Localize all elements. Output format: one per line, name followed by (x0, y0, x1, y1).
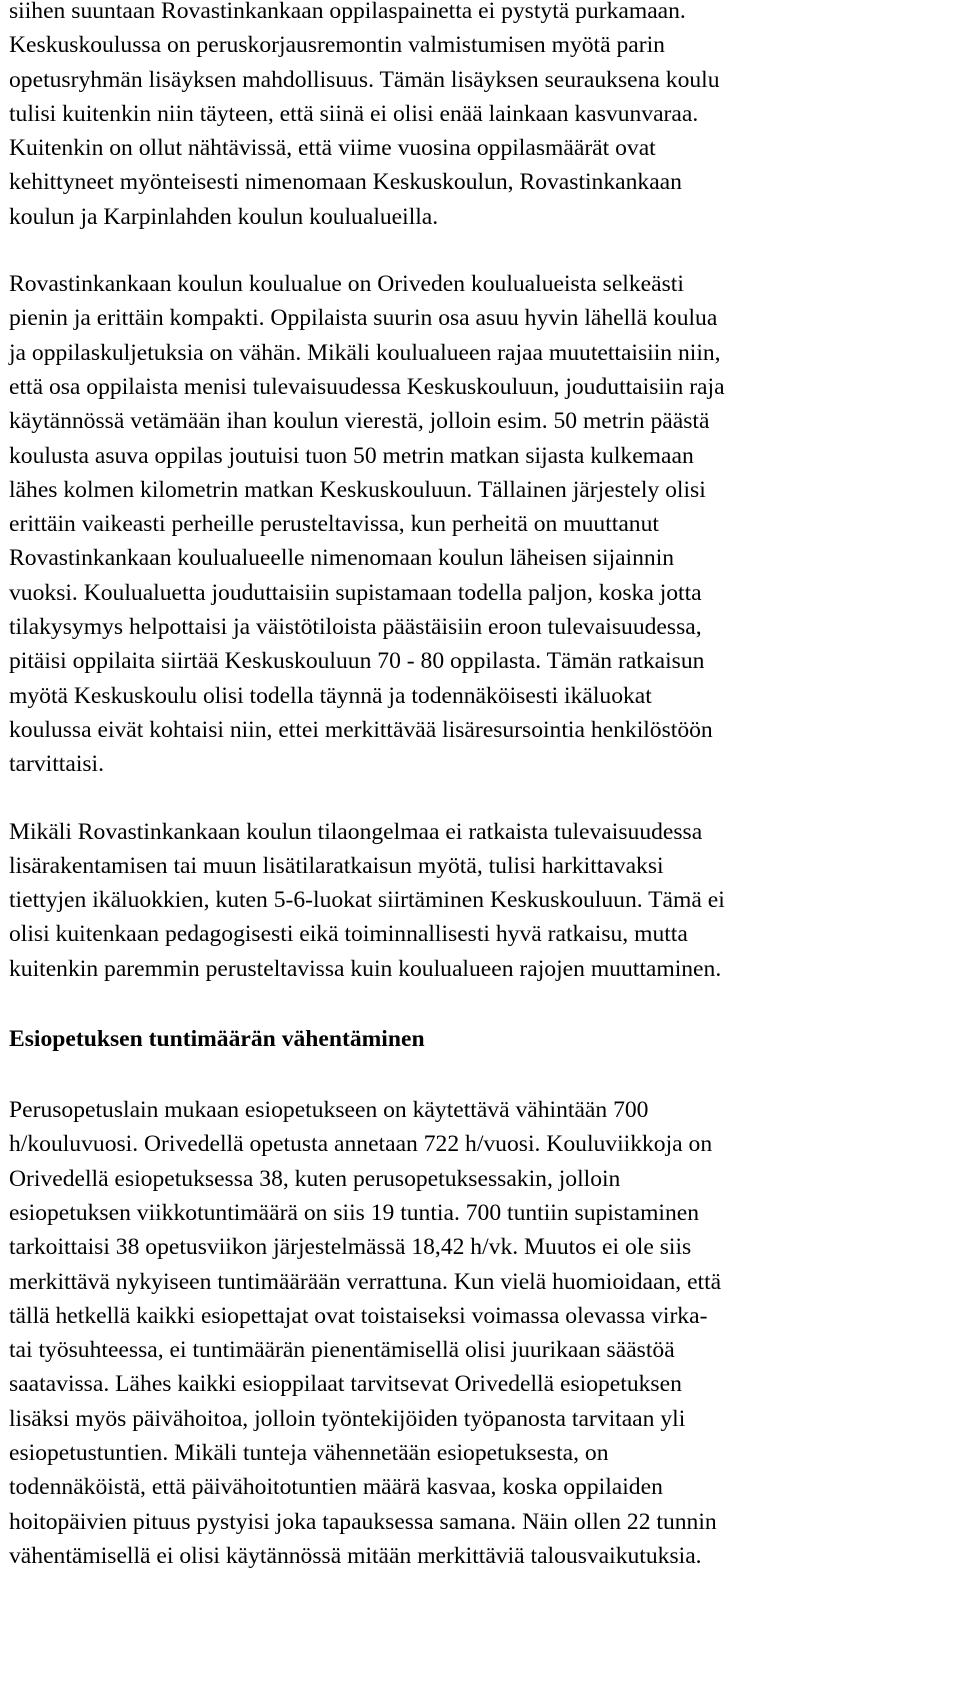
text-line: Rovastinkankaan koulun koulualue on Oriveden koulualueista selkeästi (9, 271, 684, 298)
paragraph-2 (9, 267, 952, 781)
text-line: siihen suuntaan Rovastinkankaan oppilaspainetta ei pystytä purkamaan. (9, 0, 686, 24)
text-line: myötä Keskuskoulu olisi todella täynnä ja todennäköisesti ikäluokat (9, 682, 652, 709)
text-line: että osa oppilaista menisi tulevaisuudessa Keskuskouluun, jouduttaisiin raja (9, 373, 725, 400)
text-line: Kuitenkin on ollut nähtävissä, että viime vuosina oppilasmäärät ovat (9, 135, 656, 162)
text-line: Orivedellä esiopetuksessa 38, kuten perusopetuksessakin, jolloin (9, 1165, 621, 1192)
text-line: Perusopetuslain mukaan esiopetukseen on käytettävä vähintään 700 (9, 1097, 649, 1124)
text-line: koulun ja Karpinlahden koulun koulualueilla. (9, 203, 439, 230)
text-line: tarkoittaisi 38 opetusviikon järjestelmässä 18,42 h/vk. Muutos ei ole siis (9, 1234, 692, 1261)
text-line: esiopetuksen viikkotuntimäärä on siis 19 tuntia. 700 tuntiin supistaminen (9, 1199, 700, 1226)
text-line: käytännössä vetämään ihan koulun vierestä, jolloin esim. 50 metrin päästä (9, 408, 710, 435)
text-line: ja oppilaskuljetuksia on vähän. Mikäli koulualueen rajaa muutettaisiin niin, (9, 339, 721, 366)
text-line: tilakysymys helpottaisi ja väistötiloista päästäisiin eroon tulevaisuudessa, (9, 614, 702, 641)
text-line: todennäköistä, että päivähoitotuntien määrä kasvaa, koska oppilaiden (9, 1474, 663, 1501)
text-line: koulusta asuva oppilas joutuisi tuon 50 metrin matkan sijasta kulkemaan (9, 442, 694, 469)
text-line: h/kouluvuosi. Orivedellä opetusta annetaan 722 h/vuosi. Kouluviikkoja on (9, 1131, 713, 1158)
text-line: kehittyneet myönteisesti nimenomaan Keskuskoulun, Rovastinkankaan (9, 169, 682, 196)
paragraph-3 (9, 815, 952, 986)
section-heading: Esiopetuksen tuntimäärän vähentäminen (9, 1026, 425, 1053)
text-line: tiettyjen ikäluokkien, kuten 5-6-luokat siirtäminen Keskuskouluun. Tämä ei (9, 887, 725, 914)
text-line: lähes kolmen kilometrin matkan Keskuskouluun. Tällainen järjestely olisi (9, 476, 706, 503)
text-line: vähentämisellä ei olisi käytännössä mitään merkittäviä talousvaikutuksia. (9, 1542, 702, 1569)
text-line: kuitenkin paremmin perusteltavissa kuin koulualueen rajojen muuttaminen. (9, 955, 722, 982)
text-line: hoitopäivien pituus pystyisi joka tapauksessa samana. Näin ollen 22 tunnin (9, 1508, 717, 1535)
text-line: koulussa eivät kohtaisi niin, ettei merkittävää lisäresursointia henkilöstöön (9, 716, 713, 743)
text-line: lisäksi myös päivähoitoa, jolloin työntekijöiden työpanosta tarvitaan yli (9, 1405, 686, 1432)
text-line: tarvittaisi. (9, 751, 105, 778)
text-line: tulisi kuitenkin niin täyteen, että siinä ei olisi enää lainkaan kasvunvaraa. (9, 100, 699, 127)
text-line: erittäin vaikeasti perheille perusteltavissa, kun perheitä on muuttanut (9, 511, 659, 538)
text-line: lisärakentamisen tai muun lisätilaratkaisun myötä, tulisi harkittavaksi (9, 852, 664, 879)
text-line: merkittävä nykyiseen tuntimäärään verrattuna. Kun vielä huomioidaan, että (9, 1268, 722, 1295)
text-line: tällä hetkellä kaikki esiopettajat ovat toistaiseksi voimassa olevassa virka- (9, 1302, 708, 1329)
text-line: pienin ja erittäin kompakti. Oppilaista suurin osa asuu hyvin lähellä koulua (9, 305, 718, 332)
text-line: Keskuskoulussa on peruskorjausremontin valmistumisen myötä parin (9, 32, 665, 59)
text-line: Rovastinkankaan koulualueelle nimenomaan koulun läheisen sijainnin (9, 545, 675, 572)
text-line: vuoksi. Koulualuetta jouduttaisiin supistamaan todella paljon, koska jotta (9, 579, 702, 606)
text-line: Mikäli Rovastinkankaan koulun tilaongelmaa ei ratkaista tulevaisuudessa (9, 818, 703, 845)
text-line: olisi kuitenkaan pedagogisesti eikä toiminnallisesti hyvä ratkaisu, mutta (9, 921, 688, 948)
text-line: esiopetustuntien. Mikäli tunteja vähennetään esiopetuksesta, on (9, 1439, 609, 1466)
text-line: saatavissa. Lähes kaikki esioppilaat tarvitsevat Orivedellä esiopetuksen (9, 1371, 682, 1398)
text-line: pitäisi oppilaita siirtää Keskuskouluun 70 - 80 oppilasta. Tämän ratkaisun (9, 648, 705, 675)
text-line: opetusryhmän lisäyksen mahdollisuus. Tämän lisäyksen seurauksena koulu (9, 66, 720, 93)
paragraph-4 (9, 1093, 952, 1573)
text-line: tai työsuhteessa, ei tuntimäärän pienentämisellä olisi juurikaan säästöä (9, 1337, 675, 1364)
paragraph-1 (9, 0, 952, 234)
